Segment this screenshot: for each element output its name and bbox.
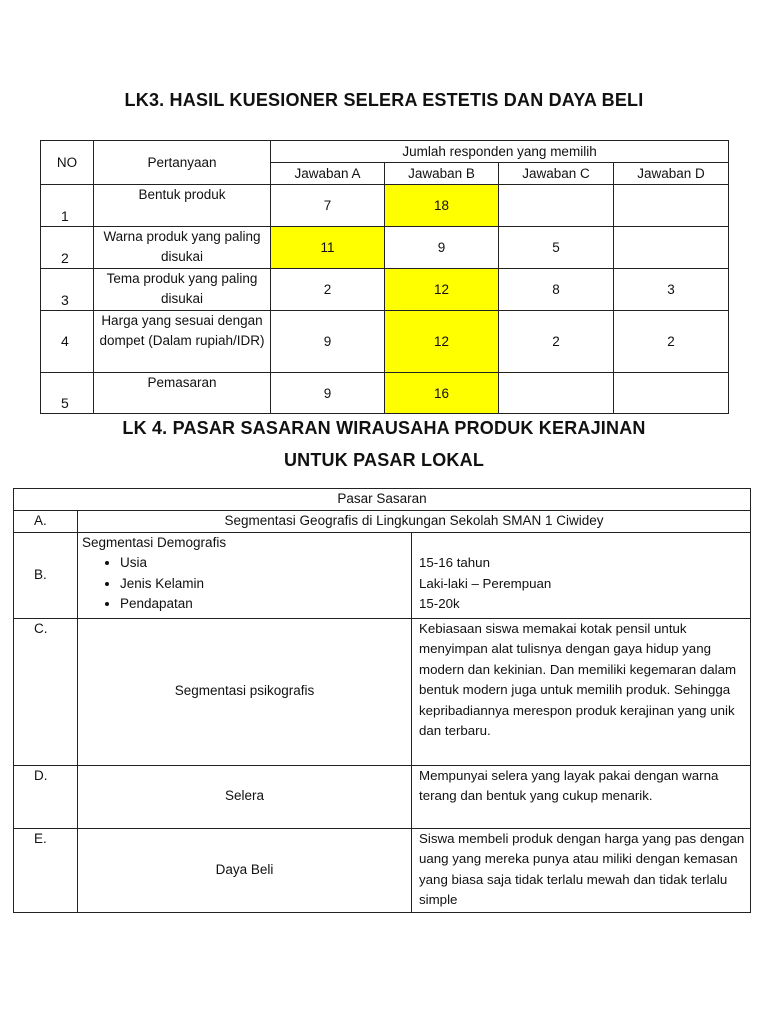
table-row [41, 269, 729, 311]
table-row [14, 511, 751, 533]
row-label: A. [14, 511, 78, 533]
header-answer-c: Jawaban C [499, 163, 614, 185]
cell-d: 2 [614, 311, 729, 373]
header-question: Pertanyaan [94, 141, 271, 185]
row-no: 2 [41, 227, 94, 269]
demographic-values [412, 532, 751, 618]
cell-b: 12 [385, 311, 499, 373]
list-item: • Pendapatan [120, 594, 407, 615]
header-respondents: Jumlah responden yang memilih [271, 141, 729, 163]
lk3-title: LK3. HASIL KUESIONER SELERA ESTETIS DAN DAYA BELI [124, 90, 644, 110]
segment-name: Daya Beli [78, 828, 412, 912]
lk4-title-line1: LK 4. PASAR SASARAN WIRAUSAHA PRODUK KERAJINAN [122, 418, 646, 438]
segment-description: Siswa membeli produk dengan harga yang pas dengan uang yang mereka punya atau miliki dengan kemasan yang biasa saja tidak terlalu mewah dan tidak terlalu simple [412, 828, 751, 912]
questionnaire-results-table [40, 140, 729, 414]
cell-d [614, 185, 729, 227]
value: 15-16 tahun [419, 555, 490, 571]
row-label: E. [14, 828, 78, 912]
cell-a: 9 [271, 311, 385, 373]
row-no: 5 [41, 373, 94, 414]
list-item: • Usia [120, 553, 407, 574]
target-market-table [13, 488, 751, 913]
row-question: Harga yang sesuai dengan dompet (Dalam rupiah/IDR) [94, 311, 271, 373]
cell-a: 2 [271, 269, 385, 311]
list-item: • Jenis Kelamin [120, 574, 407, 595]
cell-c [499, 373, 614, 414]
demographic-heading: Segmentasi Demografis [82, 534, 227, 550]
segment-name: Selera [78, 765, 412, 828]
row-no: 1 [41, 185, 94, 227]
cell-c: 5 [499, 227, 614, 269]
row-label: C. [14, 618, 78, 765]
lk4-title-line2: UNTUK PASAR LOKAL [283, 450, 485, 470]
table-row [14, 828, 751, 912]
table-row [41, 185, 729, 227]
segment-name: Segmentasi psikografis [78, 618, 412, 765]
segment-description: Mempunyai selera yang layak pakai dengan warna terang dan bentuk yang cukup menarik. [412, 765, 751, 828]
row-question: Pemasaran [94, 373, 271, 414]
table-row [14, 618, 751, 765]
table-row [41, 311, 729, 373]
demographic-segment [78, 532, 412, 618]
row-label: D. [14, 765, 78, 828]
table-row [14, 765, 751, 828]
geographic-segment: Segmentasi Geografis di Lingkungan Sekolah SMAN 1 Ciwidey [78, 511, 751, 533]
header-no: NO [41, 141, 94, 185]
table-row [14, 532, 751, 618]
header-answer-b: Jawaban B [385, 163, 499, 185]
cell-b: 12 [385, 269, 499, 311]
header-answer-d: Jawaban D [614, 163, 729, 185]
cell-a: 9 [271, 373, 385, 414]
table-row [41, 373, 729, 414]
row-no: 3 [41, 269, 94, 311]
cell-b: 18 [385, 185, 499, 227]
cell-c [499, 185, 614, 227]
row-no: 4 [41, 311, 94, 373]
value: 15-20k [419, 596, 460, 612]
value: Laki-laki – Perempuan [419, 575, 552, 591]
cell-c: 8 [499, 269, 614, 311]
cell-d [614, 227, 729, 269]
segment-description: Kebiasaan siswa memakai kotak pensil untuk menyimpan alat tulisnya dengan gaya hidup yang modern dan kekinian. Dan memiliki kegemaran dalam bentuk modern juga untuk memilih produk. Sehingga kepribadiannya merespon produk kerajinan yang unik dan terbaru. [412, 618, 751, 765]
cell-b: 9 [385, 227, 499, 269]
row-question: Warna produk yang paling disukai [94, 227, 271, 269]
cell-a: 7 [271, 185, 385, 227]
row-label: B. [14, 532, 78, 618]
cell-a: 11 [271, 227, 385, 269]
cell-d: 3 [614, 269, 729, 311]
row-question: Tema produk yang paling disukai [94, 269, 271, 311]
cell-d [614, 373, 729, 414]
cell-c: 2 [499, 311, 614, 373]
row-question: Bentuk produk [94, 185, 271, 227]
header-target-market: Pasar Sasaran [14, 489, 751, 511]
cell-b: 16 [385, 373, 499, 414]
table-row [41, 227, 729, 269]
header-answer-a: Jawaban A [271, 163, 385, 185]
